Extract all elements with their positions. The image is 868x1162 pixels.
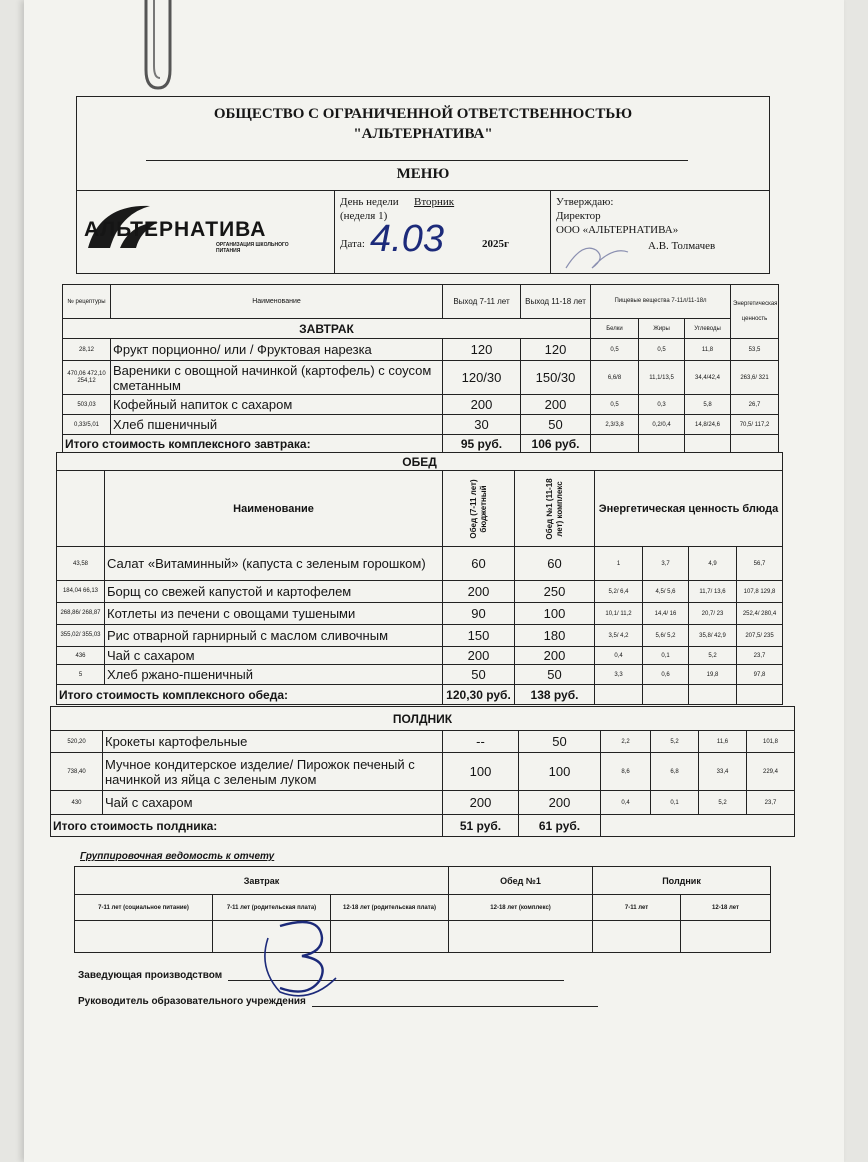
logo-text: АЛЬТЕРНАТИВА bbox=[84, 218, 267, 241]
section-snack: ПОЛДНИК bbox=[51, 707, 795, 731]
grouping-lunch: Обед №1 bbox=[449, 867, 593, 895]
section-breakfast: ЗАВТРАК bbox=[63, 319, 591, 339]
table-row: 268,86/ 268,87 Котлеты из печени с овощами тушеными 90 100 10,1/ 11,2 14,4/ 16 20,7/ 23 252,4/ 280,4 bbox=[57, 603, 783, 625]
date-handwritten: 4.03 bbox=[370, 218, 444, 260]
table-row: 28,12 Фрукт порционно/ или / Фруктовая нарезка 120 120 0,5 0,5 11,8 53,5 bbox=[63, 339, 779, 361]
col-protein: Белки bbox=[591, 319, 639, 339]
col-carb: Углеводы bbox=[685, 319, 731, 339]
breakfast-table bbox=[62, 284, 779, 453]
table-row: 355,02/ 355,03 Рис отварной гарнирный с маслом сливочным 150 180 3,5/ 4,2 5,6/ 5,2 35,8/ 42,9 207,5/ 235 bbox=[57, 625, 783, 647]
breakfast-total-1: 95 руб. bbox=[443, 435, 521, 453]
table-row: 470,06 472,10 254,12 Вареники с овощной начинкой (картофель) с соусом сметанным 120/30 150/30 6,6/8 11,1/13,5 34,4/42,4 263,6/ 321 bbox=[63, 361, 779, 395]
org-name-line2: "АЛЬТЕРНАТИВА" bbox=[353, 126, 493, 142]
week-label: (неделя 1) bbox=[340, 210, 388, 222]
grouping-snack: Полдник bbox=[593, 867, 771, 895]
approve-line4: А.В. Толмачев bbox=[648, 240, 716, 252]
production-label: Заведующая производством bbox=[78, 970, 223, 981]
grouping-cell bbox=[681, 921, 771, 953]
snack-table bbox=[50, 706, 795, 837]
paper-clip-icon bbox=[136, 0, 176, 92]
grouping-l1: 12-18 лет (комплекс) bbox=[449, 895, 593, 921]
handwritten-signature-icon bbox=[250, 908, 350, 1004]
grouping-s1: 7-11 лет bbox=[593, 895, 681, 921]
lunch-col-energy: Энергетическая ценность блюда bbox=[595, 471, 783, 547]
section-lunch: ОБЕД bbox=[57, 453, 783, 471]
breakfast-total-row bbox=[63, 435, 779, 453]
grouping-b2: 7-11 лет (родительская плата) bbox=[213, 895, 331, 921]
header-split bbox=[76, 190, 770, 191]
breakfast-total-2: 106 руб. bbox=[521, 435, 591, 453]
grouping-title: Группировочная ведомость к отчету bbox=[80, 851, 275, 862]
snack-total-2: 61 руб. bbox=[519, 815, 601, 837]
head-label: Руководитель образовательного учреждения bbox=[78, 996, 306, 1007]
table-row: 184,04 66,13 Борщ со свежей капустой и картофелем 200 250 5,2/ 6,4 4,5/ 5,6 11,7/ 13,6 107,8 129,8 bbox=[57, 581, 783, 603]
day-value: Вторник bbox=[414, 196, 455, 208]
col-energy: Энергетическая ценность bbox=[731, 285, 779, 339]
snack-total-row bbox=[51, 815, 795, 837]
year-label: 2025г bbox=[482, 238, 509, 250]
company-logo bbox=[80, 194, 330, 270]
breakfast-total-label: Итого стоимость комплексного завтрака: bbox=[63, 435, 443, 453]
table-row: 436 Чай с сахаром 200 200 0,4 0,1 5,2 23,7 bbox=[57, 647, 783, 665]
snack-total-label: Итого стоимость полдника: bbox=[51, 815, 443, 837]
grouping-breakfast: Завтрак bbox=[75, 867, 449, 895]
lunch-table bbox=[56, 452, 783, 705]
org-name-line1: ОБЩЕСТВО С ОГРАНИЧЕННОЙ ОТВЕТСТВЕННОСТЬЮ bbox=[213, 106, 633, 122]
lunch-col-2: Обед №1 (11-18 лет) комплекс bbox=[545, 477, 564, 540]
table-row: 5 Хлеб ржано-пшеничный 50 50 3,3 0,6 19,8 97,8 bbox=[57, 665, 783, 685]
col-nutrients: Пищевые вещества 7-11л/11-18л bbox=[591, 285, 731, 319]
approve-line2: Директор bbox=[556, 210, 601, 222]
header-rule bbox=[146, 160, 688, 161]
day-label: День недели bbox=[340, 196, 399, 208]
grouping-cell bbox=[449, 921, 593, 953]
col-out1: Выход 7-11 лет bbox=[443, 285, 521, 319]
date-label: Дата: bbox=[340, 238, 365, 250]
table-row: 43,58 Салат «Витаминный» (капуста с зеленым горошком) 60 60 1 3,7 4,9 56,7 bbox=[57, 547, 783, 581]
grouping-b1: 7-11 лет (социальное питание) bbox=[75, 895, 213, 921]
grouping-cell bbox=[593, 921, 681, 953]
table-row: 0,33/5,01 Хлеб пшеничный 30 50 2,3/3,8 0,2/0,4 14,8/24,6 70,5/ 117,2 bbox=[63, 415, 779, 435]
menu-title: МЕНЮ bbox=[396, 166, 450, 182]
lunch-total-label: Итого стоимость комплексного обеда: bbox=[57, 685, 443, 705]
header-vline1 bbox=[334, 190, 335, 274]
logo-subtitle: ОРГАНИЗАЦИЯ ШКОЛЬНОГО ПИТАНИЯ bbox=[216, 242, 289, 254]
header-vline2 bbox=[550, 190, 551, 274]
grouping-b3: 12-18 лет (родительская плата) bbox=[331, 895, 449, 921]
lunch-col-1: Обед (7-11 лет) бюджетный bbox=[469, 478, 488, 539]
grouping-table bbox=[74, 866, 771, 953]
col-out2: Выход 11-18 лет bbox=[521, 285, 591, 319]
snack-total-1: 51 руб. bbox=[443, 815, 519, 837]
lunch-total-row bbox=[57, 685, 783, 705]
head-signature-line bbox=[312, 1006, 598, 1007]
grouping-cell bbox=[75, 921, 213, 953]
col-fat: Жиры bbox=[639, 319, 685, 339]
col-recipe-no: № рецептуры bbox=[63, 285, 111, 319]
grouping-s2: 12-18 лет bbox=[681, 895, 771, 921]
approve-line3: ООО «АЛЬТЕРНАТИВА» bbox=[556, 224, 679, 236]
table-row: 430 Чай с сахаром 200 200 0,4 0,1 5,2 23,7 bbox=[51, 791, 795, 815]
approve-line1: Утверждаю: bbox=[556, 196, 614, 208]
table-row: 520,20 Крокеты картофельные -- 50 2,2 5,2 11,6 101,8 bbox=[51, 731, 795, 753]
table-row: 503,03 Кофейный напиток с сахаром 200 200 0,5 0,3 5,8 26,7 bbox=[63, 395, 779, 415]
lunch-col-name: Наименование bbox=[105, 471, 443, 547]
director-signature-icon bbox=[562, 238, 632, 274]
lunch-total-1: 120,30 руб. bbox=[443, 685, 515, 705]
lunch-total-2: 138 руб. bbox=[515, 685, 595, 705]
table-row: 738,40 Мучное кондитерское изделие/ Пирожок печеный с начинкой из яйца с зеленым луком 100 100 8,6 6,8 33,4 229,4 bbox=[51, 753, 795, 791]
col-name: Наименование bbox=[111, 285, 443, 319]
